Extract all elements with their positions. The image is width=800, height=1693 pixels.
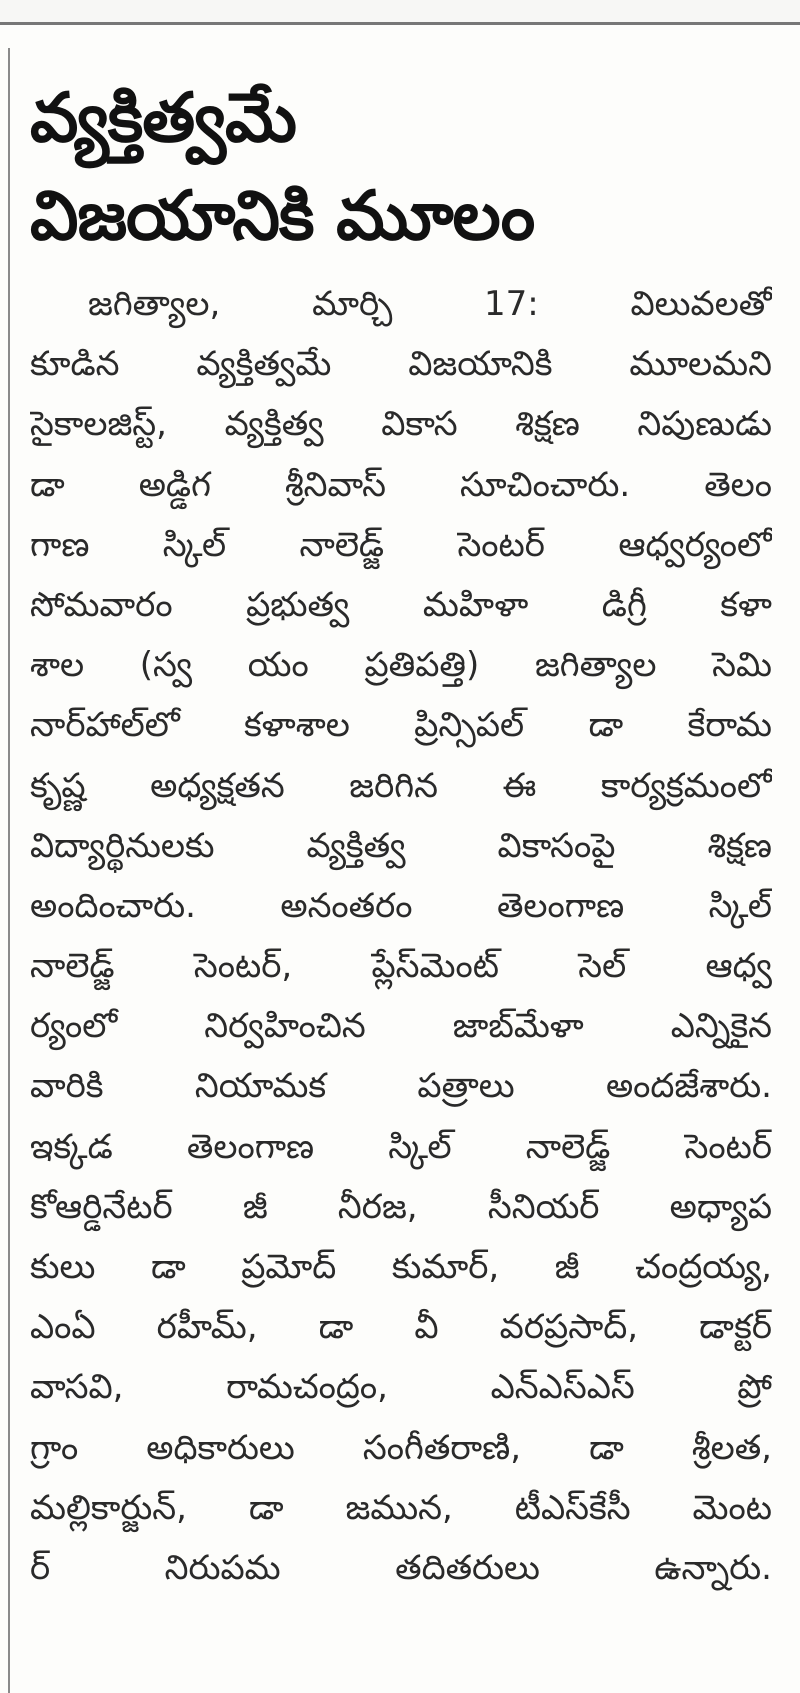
news-article: [30, 70, 772, 1598]
column-divider-rule: [8, 48, 10, 1693]
body-line: ఎంఏ రహీమ్, డా వీ వరప్రసాద్, డాక్టర్: [30, 1307, 772, 1348]
body-line: శాల (స్వ యం ప్రతిపత్తి) జగిత్యాల సెమి: [30, 645, 772, 686]
body-line: వాసవి, రామచంద్రం, ఎన్ఎస్ఎస్ ప్రో: [30, 1367, 772, 1408]
body-line: ఇక్కడ తెలంగాణ స్కిల్ నాలెడ్జ్ సెంటర్: [30, 1126, 772, 1167]
body-line: కృష్ణ అధ్యక్షతన జరిగిన ఈ కార్యక్రమంలో: [30, 765, 772, 806]
body-line: నాలెడ్జ్ సెంటర్, ప్లేస్‌మెంట్ సెల్ ఆధ్వ: [30, 946, 772, 987]
body-line: అందించారు. అనంతరం తెలంగాణ స్కిల్: [30, 885, 772, 926]
headline-line-1: వ్యక్తిత్వమే: [30, 79, 296, 158]
body-line: కోఆర్డినేటర్ జీ నీరజ, సీనియర్ అధ్యాప: [30, 1186, 772, 1227]
body-line: నార్‌హాల్‌లో కళాశాల ప్రిన్సిపల్ డా కేరామ: [30, 705, 772, 746]
body-line: కూడిన వ్యక్తిత్వమే విజయానికి మూలమని: [30, 344, 772, 385]
body-line: కులు డా ప్రమోద్ కుమార్, జీ చంద్రయ్య,: [30, 1247, 772, 1287]
body-line: సోమవారం ప్రభుత్వ మహిళా డిగ్రీ కళా: [30, 584, 772, 625]
body-line: సైకాలజిస్ట్, వ్యక్తిత్వ వికాస శిక్షణ నిపుణుడు: [30, 404, 772, 445]
top-border-rule: [0, 0, 800, 25]
body-line: జగిత్యాల, మార్చి 17: విలువలతో: [88, 284, 772, 324]
body-line: గాణ స్కిల్ నాలెడ్జ్ సెంటర్ ఆధ్వర్యంలో: [30, 524, 772, 565]
body-line: వారికి నియామక పత్రాలు అందజేశారు.: [30, 1066, 772, 1107]
body-line: ర్ నిరుపమ తదితరులు ఉన్నారు.: [30, 1547, 772, 1588]
body-line: డా అడ్డిగ శ్రీనివాస్ సూచించారు. తెలం: [30, 464, 772, 505]
body-line: మల్లికార్జున్, డా జమున, టీఎస్‌కేసీ మెంట: [30, 1487, 772, 1528]
body-line: గ్రాం అధికారులు సంగీతరాణి, డా శ్రీలత,: [30, 1427, 772, 1468]
body-line: ర్యంలో నిర్వహించిన జాబ్‌మేళా ఎన్నికైన: [30, 1006, 772, 1047]
headline-line-2: విజయానికి మూలం: [30, 177, 535, 256]
article-body: [30, 274, 772, 1598]
body-line: విద్యార్థినులకు వ్యక్తిత్వ వికాసంపై శిక్షణ: [30, 825, 772, 866]
